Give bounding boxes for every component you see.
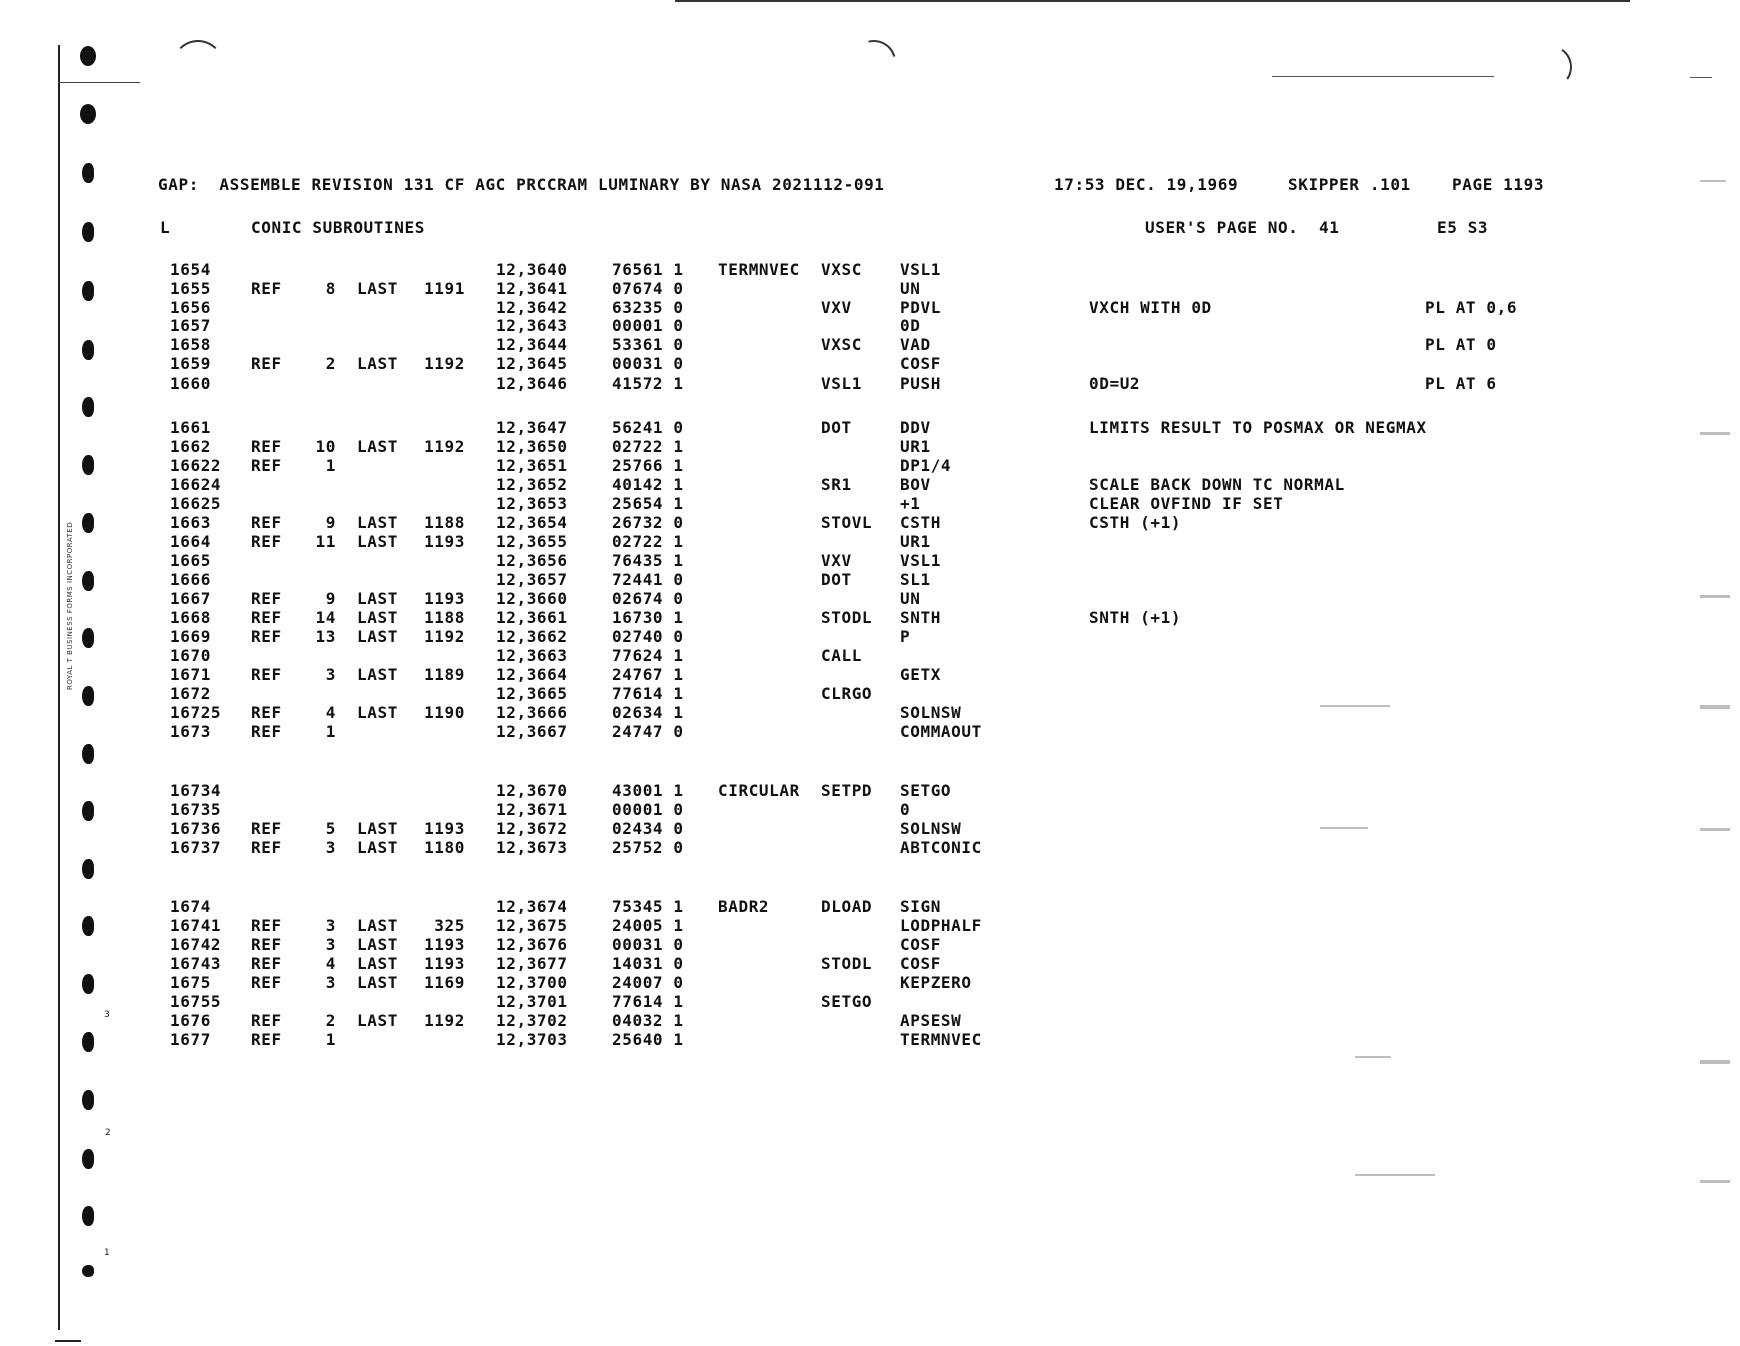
scan-dash — [1272, 76, 1494, 77]
bottom-edge-tick — [55, 1340, 81, 1342]
octal-code: 76561 1 — [612, 260, 684, 279]
scan-smudge — [1700, 180, 1726, 182]
comment: SNTH (+1) — [1089, 608, 1182, 627]
octal-code: 07674 0 — [612, 279, 684, 298]
ref-marker: REF — [251, 665, 282, 684]
feed-hole — [82, 744, 94, 764]
operand: +1 — [900, 494, 921, 513]
memory-address: 12,3654 — [496, 513, 568, 532]
feed-hole — [82, 340, 94, 360]
operand: APSESW — [900, 1011, 962, 1030]
line-number: 1666 — [170, 570, 211, 589]
operand: SOLNSW — [900, 819, 962, 838]
operand: TERMNVEC — [900, 1030, 982, 1049]
memory-address: 12,3666 — [496, 703, 568, 722]
opcode: SR1 — [821, 475, 852, 494]
memory-address: 12,3653 — [496, 494, 568, 513]
ref-count: 13 — [315, 627, 336, 646]
octal-code: 00031 0 — [612, 935, 684, 954]
feed-hole — [82, 163, 94, 183]
line-number: 1667 — [170, 589, 211, 608]
ref-marker: REF — [251, 532, 282, 551]
pin-number: 3 — [104, 1010, 110, 1020]
line-number: 1661 — [170, 418, 211, 437]
opcode: VXSC — [821, 335, 862, 354]
opcode: CLRGO — [821, 684, 873, 703]
octal-code: 25654 1 — [612, 494, 684, 513]
octal-code: 25640 1 — [612, 1030, 684, 1049]
line-number: 1672 — [170, 684, 211, 703]
octal-code: 41572 1 — [612, 374, 684, 393]
octal-code: 53361 0 — [612, 335, 684, 354]
last-marker: LAST — [357, 954, 398, 973]
operand: COSF — [900, 935, 941, 954]
octal-code: 25752 0 — [612, 838, 684, 857]
feed-hole — [82, 1265, 94, 1277]
last-page: 1188 — [424, 608, 465, 627]
memory-address: 12,3664 — [496, 665, 568, 684]
left-margin-rule — [58, 45, 60, 1330]
line-number: 1659 — [170, 354, 211, 373]
ref-marker: REF — [251, 838, 282, 857]
memory-address: 12,3656 — [496, 551, 568, 570]
octal-code: 00031 0 — [612, 354, 684, 373]
comment: CSTH (+1) — [1089, 513, 1182, 532]
scan-smudge — [1700, 432, 1730, 435]
feed-hole — [80, 104, 96, 124]
comment: 0D=U2 — [1089, 374, 1141, 393]
octal-code: 24767 1 — [612, 665, 684, 684]
ref-count: 1 — [325, 722, 336, 741]
octal-code: 40142 1 — [612, 475, 684, 494]
line-number: 16725 — [170, 703, 222, 722]
memory-address: 12,3642 — [496, 298, 568, 317]
line-number: 1675 — [170, 973, 211, 992]
memory-address: 12,3676 — [496, 935, 568, 954]
scan-smudge — [1700, 828, 1730, 831]
octal-code: 26732 0 — [612, 513, 684, 532]
ref-count: 2 — [325, 354, 336, 373]
comment: SCALE BACK DOWN TC NORMAL — [1089, 475, 1345, 494]
octal-code: 02674 0 — [612, 589, 684, 608]
memory-address: 12,3677 — [496, 954, 568, 973]
memory-address: 12,3674 — [496, 897, 568, 916]
operand: COSF — [900, 954, 941, 973]
line-number: 1657 — [170, 316, 211, 335]
memory-address: 12,3646 — [496, 374, 568, 393]
line-number: 16743 — [170, 954, 222, 973]
section-marker: L — [160, 218, 171, 237]
code-label: TERMNVEC — [718, 260, 800, 279]
scan-smudge — [1320, 705, 1390, 707]
octal-code: 14031 0 — [612, 954, 684, 973]
line-number: 16622 — [170, 456, 222, 475]
ref-count: 10 — [315, 437, 336, 456]
memory-address: 12,3652 — [496, 475, 568, 494]
ref-count: 5 — [325, 819, 336, 838]
scan-dash — [1690, 77, 1712, 78]
paper-curl-mark — [172, 40, 224, 92]
comment: LIMITS RESULT TO POSMAX OR NEGMAX — [1089, 418, 1427, 437]
paper-curl-mark — [844, 32, 904, 92]
operand: COMMAOUT — [900, 722, 982, 741]
feed-hole — [82, 281, 94, 301]
ref-count: 4 — [325, 954, 336, 973]
last-page: 1193 — [424, 954, 465, 973]
memory-address: 12,3645 — [496, 354, 568, 373]
pin-number: 1 — [104, 1248, 110, 1258]
line-number: 1670 — [170, 646, 211, 665]
memory-address: 12,3665 — [496, 684, 568, 703]
operand: SNTH — [900, 608, 941, 627]
line-number: 1669 — [170, 627, 211, 646]
pin-number: 2 — [105, 1128, 111, 1138]
ref-marker: REF — [251, 819, 282, 838]
line-number: 16755 — [170, 992, 222, 1011]
ref-count: 2 — [325, 1011, 336, 1030]
last-marker: LAST — [357, 589, 398, 608]
memory-address: 12,3651 — [496, 456, 568, 475]
ref-marker: REF — [251, 513, 282, 532]
operand: COSF — [900, 354, 941, 373]
operand: SL1 — [900, 570, 931, 589]
feed-hole — [82, 397, 94, 417]
last-marker: LAST — [357, 819, 398, 838]
ref-marker: REF — [251, 354, 282, 373]
last-page: 1188 — [424, 513, 465, 532]
operand: ABTCONIC — [900, 838, 982, 857]
line-number: 16735 — [170, 800, 222, 819]
section-title: CONIC SUBROUTINES — [251, 218, 425, 237]
ref-count: 9 — [325, 513, 336, 532]
last-page: 1193 — [424, 532, 465, 551]
opcode: DOT — [821, 418, 852, 437]
memory-address: 12,3660 — [496, 589, 568, 608]
octal-code: 02434 0 — [612, 819, 684, 838]
last-page: 1192 — [424, 437, 465, 456]
line-number: 16741 — [170, 916, 222, 935]
last-page: 1191 — [424, 279, 465, 298]
operand: CSTH — [900, 513, 941, 532]
operand: UR1 — [900, 532, 931, 551]
opcode: DOT — [821, 570, 852, 589]
operand: GETX — [900, 665, 941, 684]
left-margin-tick — [58, 82, 140, 83]
ref-marker: REF — [251, 279, 282, 298]
last-marker: LAST — [357, 916, 398, 935]
skipper-label: SKIPPER .101 — [1288, 175, 1411, 194]
operand: VSL1 — [900, 551, 941, 570]
line-number: 1665 — [170, 551, 211, 570]
ref-marker: REF — [251, 703, 282, 722]
ref-marker: REF — [251, 608, 282, 627]
memory-address: 12,3701 — [496, 992, 568, 1011]
memory-address: 12,3675 — [496, 916, 568, 935]
memory-address: 12,3644 — [496, 335, 568, 354]
opcode: VXV — [821, 298, 852, 317]
line-number: 1664 — [170, 532, 211, 551]
feed-hole — [82, 571, 94, 591]
line-number: 1656 — [170, 298, 211, 317]
ref-marker: REF — [251, 954, 282, 973]
feed-hole — [82, 1090, 94, 1110]
feed-hole — [80, 46, 96, 66]
line-number: 16624 — [170, 475, 222, 494]
ref-count: 8 — [325, 279, 336, 298]
line-number: 1660 — [170, 374, 211, 393]
ref-count: 9 — [325, 589, 336, 608]
last-page: 1190 — [424, 703, 465, 722]
pushlist-note: PL AT 0 — [1425, 335, 1497, 354]
feed-hole — [82, 222, 94, 242]
octal-code: 43001 1 — [612, 781, 684, 800]
memory-address: 12,3703 — [496, 1030, 568, 1049]
octal-code: 77624 1 — [612, 646, 684, 665]
line-number: 1674 — [170, 897, 211, 916]
scan-smudge — [1355, 1056, 1391, 1058]
last-marker: LAST — [357, 973, 398, 992]
last-marker: LAST — [357, 354, 398, 373]
ref-count: 3 — [325, 935, 336, 954]
ref-count: 1 — [325, 456, 336, 475]
scan-smudge — [1700, 1060, 1730, 1064]
operand: LODPHALF — [900, 916, 982, 935]
line-number: 1663 — [170, 513, 211, 532]
feed-hole — [82, 455, 94, 475]
ref-count: 1 — [325, 1030, 336, 1049]
last-page: 1193 — [424, 589, 465, 608]
feed-hole — [82, 974, 94, 994]
octal-code: 72441 0 — [612, 570, 684, 589]
opcode: VXV — [821, 551, 852, 570]
octal-code: 24747 0 — [612, 722, 684, 741]
memory-address: 12,3661 — [496, 608, 568, 627]
last-page: 325 — [434, 916, 465, 935]
line-number: 1676 — [170, 1011, 211, 1030]
ref-marker: REF — [251, 722, 282, 741]
octal-code: 75345 1 — [612, 897, 684, 916]
last-marker: LAST — [357, 703, 398, 722]
ref-count: 11 — [315, 532, 336, 551]
memory-address: 12,3643 — [496, 316, 568, 335]
users-page-number: USER'S PAGE NO. 41 — [1145, 218, 1340, 237]
ref-marker: REF — [251, 456, 282, 475]
octal-code: 02722 1 — [612, 437, 684, 456]
octal-code: 25766 1 — [612, 456, 684, 475]
memory-address: 12,3671 — [496, 800, 568, 819]
line-number: 16736 — [170, 819, 222, 838]
feed-hole — [82, 1206, 94, 1226]
ref-count: 4 — [325, 703, 336, 722]
comment: VXCH WITH 0D — [1089, 298, 1212, 317]
line-number: 16742 — [170, 935, 222, 954]
last-page: 1193 — [424, 935, 465, 954]
octal-code: 77614 1 — [612, 992, 684, 1011]
memory-address: 12,3670 — [496, 781, 568, 800]
octal-code: 63235 0 — [612, 298, 684, 317]
memory-address: 12,3667 — [496, 722, 568, 741]
operand: VSL1 — [900, 260, 941, 279]
memory-address: 12,3641 — [496, 279, 568, 298]
last-page: 1192 — [424, 354, 465, 373]
octal-code: 16730 1 — [612, 608, 684, 627]
scan-smudge — [1700, 1180, 1730, 1183]
line-number: 16737 — [170, 838, 222, 857]
last-marker: LAST — [357, 279, 398, 298]
operand: UN — [900, 589, 921, 608]
scan-smudge — [1700, 705, 1730, 709]
octal-code: 76435 1 — [612, 551, 684, 570]
memory-address: 12,3655 — [496, 532, 568, 551]
octal-code: 24005 1 — [612, 916, 684, 935]
opcode: STODL — [821, 608, 873, 627]
opcode: SETPD — [821, 781, 873, 800]
last-page: 1180 — [424, 838, 465, 857]
feed-hole — [82, 513, 94, 533]
memory-address: 12,3640 — [496, 260, 568, 279]
octal-code: 02722 1 — [612, 532, 684, 551]
line-number: 1658 — [170, 335, 211, 354]
scan-smudge — [1700, 595, 1730, 598]
memory-address: 12,3662 — [496, 627, 568, 646]
ref-count: 3 — [325, 916, 336, 935]
line-number: 1655 — [170, 279, 211, 298]
ref-marker: REF — [251, 1030, 282, 1049]
opcode: STODL — [821, 954, 873, 973]
operand: P — [900, 627, 911, 646]
operand: VAD — [900, 335, 931, 354]
pushlist-note: PL AT 0,6 — [1425, 298, 1518, 317]
last-marker: LAST — [357, 1011, 398, 1030]
ref-count: 14 — [315, 608, 336, 627]
last-marker: LAST — [357, 627, 398, 646]
feed-hole — [82, 628, 94, 648]
ref-marker: REF — [251, 627, 282, 646]
ref-marker: REF — [251, 935, 282, 954]
memory-address: 12,3663 — [496, 646, 568, 665]
page-number: PAGE 1193 — [1452, 175, 1545, 194]
scan-smudge — [1320, 827, 1368, 829]
last-marker: LAST — [357, 935, 398, 954]
ref-marker: REF — [251, 916, 282, 935]
operand: DP1/4 — [900, 456, 952, 475]
operand: BOV — [900, 475, 931, 494]
memory-address: 12,3647 — [496, 418, 568, 437]
operand: UN — [900, 279, 921, 298]
last-page: 1192 — [424, 1011, 465, 1030]
octal-code: 04032 1 — [612, 1011, 684, 1030]
last-marker: LAST — [357, 437, 398, 456]
opcode: CALL — [821, 646, 862, 665]
line-number: 1671 — [170, 665, 211, 684]
feed-hole — [82, 1149, 94, 1169]
feed-hole — [82, 686, 94, 706]
line-number: 1673 — [170, 722, 211, 741]
feed-hole — [82, 859, 94, 879]
last-marker: LAST — [357, 838, 398, 857]
line-number: 1662 — [170, 437, 211, 456]
form-vendor-text: ROYAL T BUSINESS FORMS INCORPORATED — [66, 521, 74, 690]
operand: KEPZERO — [900, 973, 972, 992]
octal-code: 02634 1 — [612, 703, 684, 722]
line-number: 1654 — [170, 260, 211, 279]
last-page: 1169 — [424, 973, 465, 992]
code-label: BADR2 — [718, 897, 770, 916]
ref-count: 3 — [325, 973, 336, 992]
last-page: 1192 — [424, 627, 465, 646]
ref-marker: REF — [251, 589, 282, 608]
octal-code: 77614 1 — [612, 684, 684, 703]
memory-address: 12,3673 — [496, 838, 568, 857]
memory-address: 12,3672 — [496, 819, 568, 838]
operand: 0 — [900, 800, 911, 819]
last-marker: LAST — [357, 513, 398, 532]
opcode: STOVL — [821, 513, 873, 532]
paper-curl-mark — [1525, 42, 1576, 93]
feed-hole — [82, 916, 94, 936]
last-marker: LAST — [357, 665, 398, 684]
memory-address: 12,3657 — [496, 570, 568, 589]
operand: PDVL — [900, 298, 941, 317]
ref-marker: REF — [251, 973, 282, 992]
line-number: 1677 — [170, 1030, 211, 1049]
last-page: 1193 — [424, 819, 465, 838]
line-number: 16734 — [170, 781, 222, 800]
memory-address: 12,3700 — [496, 973, 568, 992]
ref-marker: REF — [251, 437, 282, 456]
ref-count: 3 — [325, 665, 336, 684]
code-label: CIRCULAR — [718, 781, 800, 800]
line-number: 1668 — [170, 608, 211, 627]
ref-count: 3 — [325, 838, 336, 857]
octal-code: 00001 0 — [612, 316, 684, 335]
last-page: 1189 — [424, 665, 465, 684]
operand: PUSH — [900, 374, 941, 393]
line-number: 16625 — [170, 494, 222, 513]
top-edge-rule — [675, 0, 1630, 2]
opcode: VSL1 — [821, 374, 862, 393]
page-code: E5 S3 — [1437, 218, 1489, 237]
last-marker: LAST — [357, 608, 398, 627]
last-marker: LAST — [357, 532, 398, 551]
octal-code: 24007 0 — [612, 973, 684, 992]
operand: UR1 — [900, 437, 931, 456]
feed-hole — [82, 801, 94, 821]
opcode: VXSC — [821, 260, 862, 279]
operand: DDV — [900, 418, 931, 437]
memory-address: 12,3650 — [496, 437, 568, 456]
scan-smudge — [1355, 1174, 1435, 1176]
ref-marker: REF — [251, 1011, 282, 1030]
pushlist-note: PL AT 6 — [1425, 374, 1497, 393]
operand: SIGN — [900, 897, 941, 916]
operand: SOLNSW — [900, 703, 962, 722]
octal-code: 00001 0 — [612, 800, 684, 819]
octal-code: 56241 0 — [612, 418, 684, 437]
comment: CLEAR OVFIND IF SET — [1089, 494, 1284, 513]
opcode: DLOAD — [821, 897, 873, 916]
memory-address: 12,3702 — [496, 1011, 568, 1030]
operand: 0D — [900, 316, 921, 335]
opcode: SETGO — [821, 992, 873, 1011]
listing-title: GAP: ASSEMBLE REVISION 131 CF AGC PRCCRAM LUMINARY BY NASA 2021112-091 — [158, 175, 885, 194]
octal-code: 02740 0 — [612, 627, 684, 646]
listing-timestamp: 17:53 DEC. 19,1969 — [1054, 175, 1239, 194]
feed-hole — [82, 1032, 94, 1052]
operand: SETGO — [900, 781, 952, 800]
